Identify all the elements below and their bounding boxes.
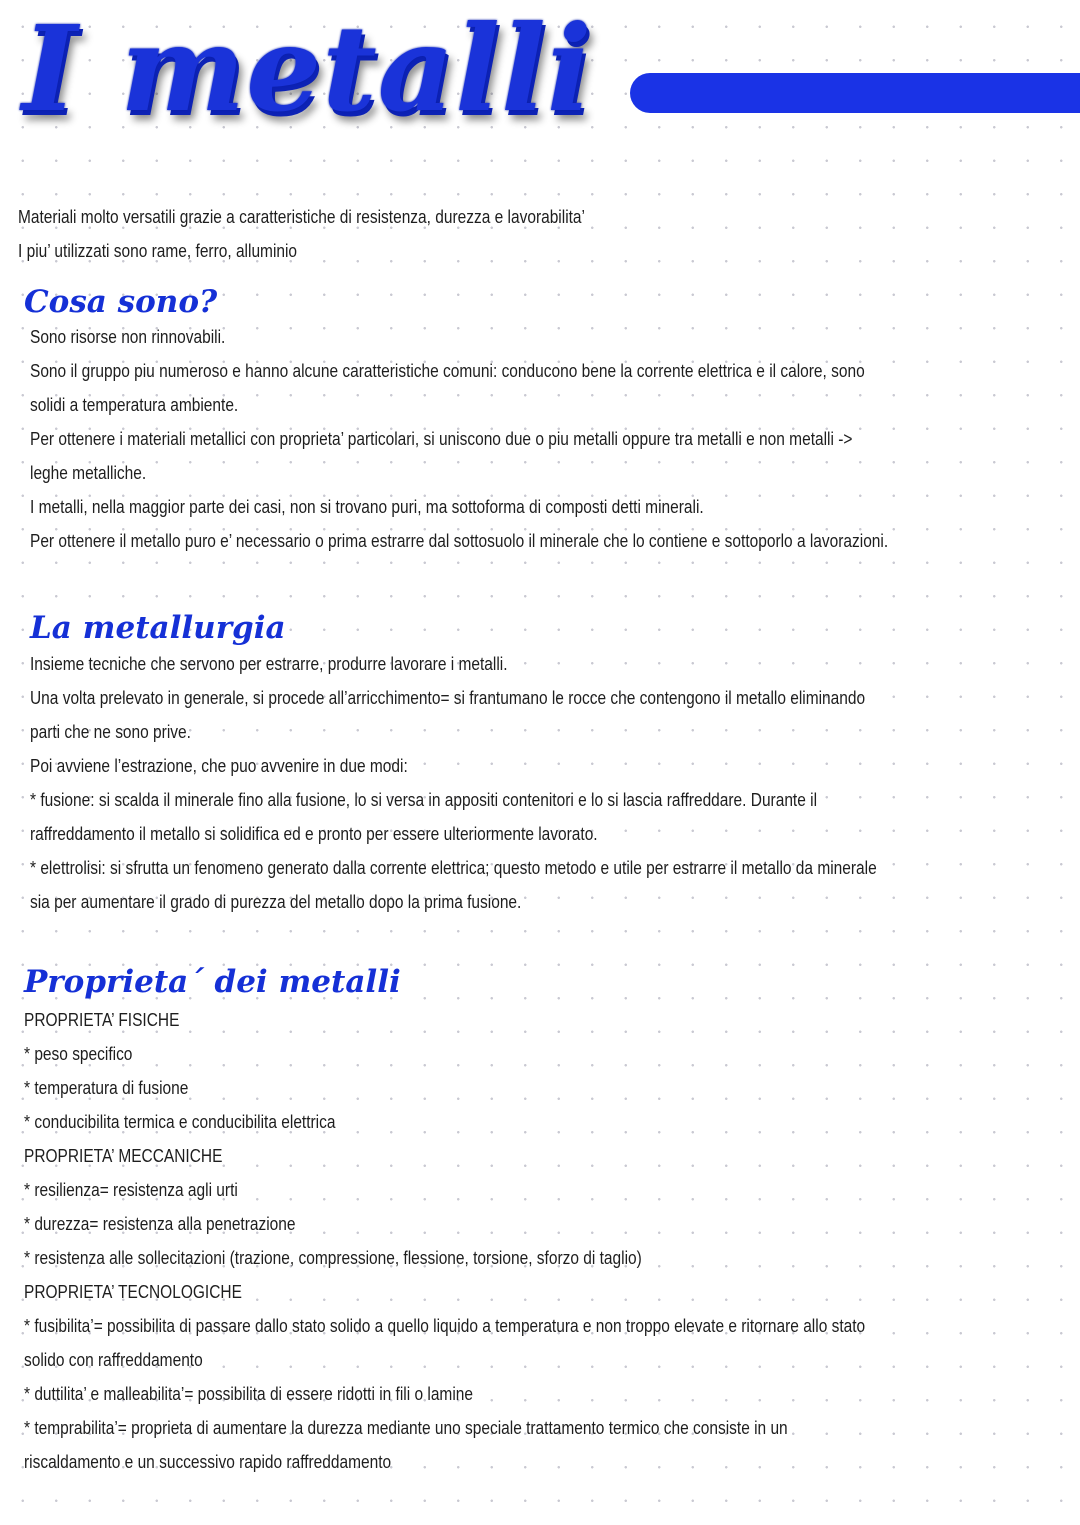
category-label: PROPRIETA’ MECCANICHE [24, 1146, 223, 1166]
section-heading-proprieta: Proprieta´ dei metalli [24, 964, 401, 1000]
list-item: * resilienza= resistenza agli urti [24, 1180, 238, 1200]
category-label: PROPRIETA’ TECNOLOGICHE [24, 1282, 242, 1302]
section-heading-metallurgia: La metallurgia [30, 610, 286, 646]
section-heading-cosa-sono: Cosa sono? [24, 284, 218, 320]
list-item: * duttilita’ e malleabilita’= possibilita di essere ridotti in fili o lamine [24, 1384, 474, 1404]
section-body-cosa-sono [30, 320, 888, 558]
list-item: * fusibilita’= possibilita di passare dallo stato solido a quello liquido a temperatura e non troppo elevate e ritornare allo stato [24, 1316, 866, 1336]
body-line: Insieme tecniche che servono per estrarre, produrre lavorare i metalli. [30, 654, 508, 674]
body-line: raffreddamento il metallo si solidifica ed e pronto per essere ulteriormente lavorato. [30, 824, 598, 844]
list-item: * durezza= resistenza alla penetrazione [24, 1214, 296, 1234]
list-item: * peso specifico [24, 1044, 133, 1064]
body-line: Poi avviene l’estrazione, che puo avvenire in due modi: [30, 756, 408, 776]
page-title: I metalli [22, 0, 593, 138]
body-line: * fusione: si scalda il minerale fino alla fusione, lo si versa in appositi contenitori e lo si lascia raffreddare. Durante il [30, 790, 818, 810]
list-item: solido con raffreddamento [24, 1350, 203, 1370]
body-line: Una volta prelevato in generale, si procede all’arricchimento= si frantumano le rocce che contengono il metallo eliminando [30, 688, 866, 708]
body-line: Per ottenere il metallo puro e’ necessario o prima estrarre dal sottosuolo il minerale che lo contiene e sottoporlo a lavorazioni. [30, 531, 889, 551]
body-line: sia per aumentare il grado di purezza del metallo dopo la prima fusione. [30, 892, 522, 912]
list-item: * conducibilita termica e conducibilita elettrica [24, 1112, 336, 1132]
list-item: * temprabilita’= proprieta di aumentare la durezza mediante uno speciale trattamento termico che consiste in un [24, 1418, 788, 1438]
section-body-proprieta [24, 1003, 865, 1479]
section-body-metallurgia [30, 647, 877, 919]
intro-text [18, 200, 585, 268]
list-item: riscaldamento e un successivo rapido raffreddamento [24, 1452, 392, 1472]
category-label: PROPRIETA’ FISICHE [24, 1010, 180, 1030]
body-line: I metalli, nella maggior parte dei casi, non si trovano puri, ma sottoforma di composti detti minerali. [30, 497, 704, 517]
body-line: solidi a temperatura ambiente. [30, 395, 239, 415]
body-line: Sono il gruppo piu numeroso e hanno alcune caratteristiche comuni: conducono bene la corrente elettrica e il calore, sono [30, 361, 865, 381]
body-line: Per ottenere i materiali metallici con proprieta’ particolari, si uniscono due o piu metalli oppure tra metalli e non metalli -> [30, 429, 853, 449]
body-line: parti che ne sono prive. [30, 722, 191, 742]
body-line: Sono risorse non rinnovabili. [30, 327, 226, 347]
list-item: * resistenza alle sollecitazioni (trazione, compressione, flessione, torsione, sforzo di taglio) [24, 1248, 642, 1268]
body-line: * elettrolisi: si sfrutta un fenomeno generato dalla corrente elettrica; questo metodo e utile per estrarre il metallo da minerale [30, 858, 877, 878]
list-item: * temperatura di fusione [24, 1078, 189, 1098]
title-underline-bar [630, 73, 1080, 113]
intro-line: Materiali molto versatili grazie a caratteristiche di resistenza, durezza e lavorabilita’ [18, 207, 585, 227]
intro-line: I piu’ utilizzati sono rame, ferro, alluminio [18, 241, 298, 261]
body-line: leghe metalliche. [30, 463, 147, 483]
